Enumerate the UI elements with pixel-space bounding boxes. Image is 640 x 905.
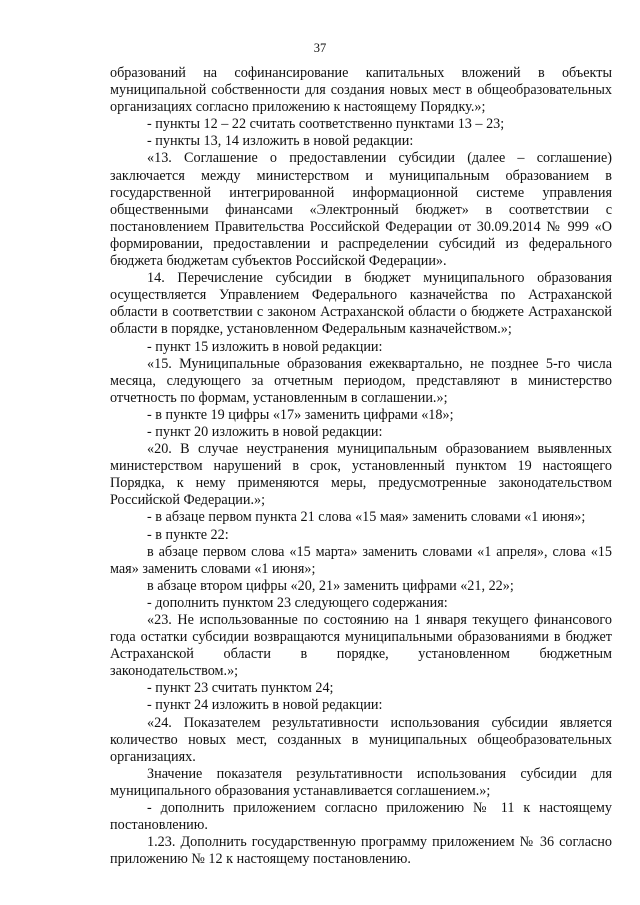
paragraph: - в абзаце первом пункта 21 слова «15 мая» заменить словами «1 июня»;	[147, 509, 586, 526]
paragraph: - дополнить приложением согласно приложению № 11 к настоящему постановлению.	[110, 800, 612, 834]
paragraph: «13. Соглашение о предоставлении субсидии (далее – соглашение) заключается между министерством и муниципальным образованием в государственной интегрированной информационной системе управления общественными финансами «Электронный бюджет» в соответствии с постановлением Правительства Российской Федерации от 30.09.2014 № 999 «О формировании, предоставлении и распределении субсидий из федерального бюджета бюджетам субъектов Российской Федерации».	[110, 150, 612, 270]
paragraph: 1.23. Дополнить государственную программу приложением № 36 согласно приложению № 12 к настоящему постановлению.	[110, 834, 612, 868]
paragraph: Значение показателя результативности использования субсидии для муниципального образования устанавливается соглашением.»;	[110, 765, 612, 799]
paragraph: - пункт 24 изложить в новой редакции:	[147, 697, 383, 714]
document-body	[110, 65, 612, 868]
paragraph: - в пункте 22:	[147, 526, 229, 543]
paragraph: - пункт 15 изложить в новой редакции:	[147, 338, 383, 355]
paragraph: «23. Не использованные по состоянию на 1 января текущего финансового года остатки субсидии возвращаются муниципальными образованиями в бюджет Астраханской области в порядке, установленном бюджетным законодательством.»;	[110, 612, 612, 680]
paragraph: - в пункте 19 цифры «17» заменить цифрами «18»;	[147, 406, 454, 423]
paragraph: образований на софинансирование капитальных вложений в объекты муниципальной собственности для создания новых мест в общеобразовательных организациях согласно приложению к настоящему Порядку.»;	[110, 65, 612, 116]
page-number: 37	[313, 41, 327, 55]
paragraph: - пункты 12 – 22 считать соответственно пунктами 13 – 23;	[147, 116, 505, 133]
paragraph: 14. Перечисление субсидии в бюджет муниципального образования осуществляется Управлением Федерального казначейства по Астраханской области в соответствии с законом Астраханской области о бюджете Астраханской области в порядке, установленном Федеральным казначейством.»;	[110, 270, 612, 338]
paragraph: - пункт 20 изложить в новой редакции:	[147, 423, 383, 440]
paragraph: «15. Муниципальные образования ежеквартально, не позднее 5-го числа месяца, следующего за отчетным периодом, представляют в министерство отчетность по формам, установленным в соглашении.»;	[110, 355, 612, 406]
paragraph: в абзаце первом слова «15 марта» заменить словами «1 апреля», слова «15 мая» заменить словами «1 июня»;	[110, 543, 612, 577]
paragraph: - пункт 23 считать пунктом 24;	[147, 680, 334, 697]
paragraph: - дополнить пунктом 23 следующего содержания:	[147, 594, 448, 611]
paragraph: - пункты 13, 14 изложить в новой редакции:	[147, 133, 414, 150]
paragraph: в абзаце втором цифры «20, 21» заменить цифрами «21, 22»;	[147, 577, 514, 594]
paragraph: «20. В случае неустранения муниципальным образованием выявленных министерством нарушений в срок, установленный пунктом 19 настоящего Порядка, к нему применяются меры, предусмотренные законодательством Российской Федерации.»;	[110, 441, 612, 509]
paragraph: «24. Показателем результативности использования субсидии является количество новых мест, созданных в муниципальных общеобразовательных организациях.	[110, 714, 612, 765]
